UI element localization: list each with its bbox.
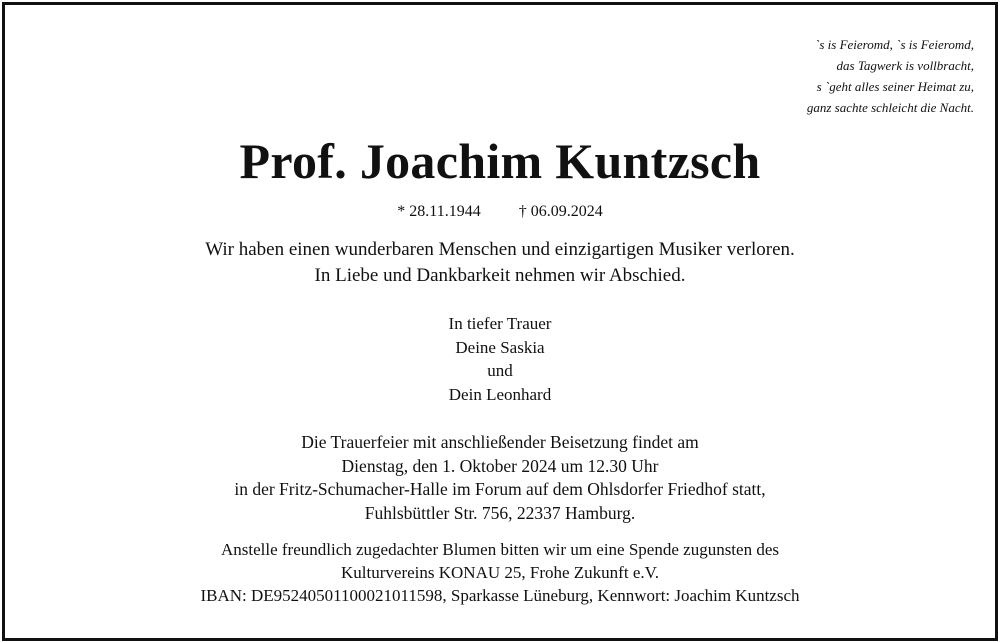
ceremony-line: Fuhlsbüttler Str. 756, 22337 Hamburg. <box>364 502 636 523</box>
donation-iban-line: IBAN: DE95240501100021011598, Sparkasse Lüneburg, Kennwort: Joachim Kuntzsch <box>200 586 800 605</box>
birth-date: * 28.11.1944 <box>397 203 481 220</box>
donation-line: Anstelle freundlich zugedachter Blumen bitten wir um eine Spende zugunsten des <box>220 540 779 559</box>
poem-line: das Tagwerk is vollbracht, <box>836 58 974 73</box>
life-dates <box>0 202 1000 222</box>
poem-verse <box>807 34 974 118</box>
farewell-text <box>0 237 1000 289</box>
donation-line: Kulturvereins KONAU 25, Frohe Zukunft e.V. <box>341 563 659 582</box>
mourners-line: Dein Leonhard <box>448 384 552 404</box>
deceased-name: Prof. Joachim Kuntzsch <box>239 133 761 189</box>
poem-line: s `geht alles seiner Heimat zu, <box>816 79 974 94</box>
donation-info <box>0 538 1000 607</box>
farewell-line: In Liebe und Dankbarkeit nehmen wir Abschied. <box>314 265 686 286</box>
ceremony-info <box>0 431 1000 525</box>
mourners-line: Deine Saskia <box>455 337 545 357</box>
ceremony-line: Dienstag, den 1. Oktober 2024 um 12.30 Uhr <box>341 455 659 476</box>
ceremony-line: in der Fritz-Schumacher-Halle im Forum auf dem Ohlsdorfer Friedhof statt, <box>234 479 766 499</box>
poem-line: ganz sachte schleicht die Nacht. <box>806 100 974 115</box>
death-date: † 06.09.2024 <box>518 203 603 220</box>
farewell-line: Wir haben einen wunderbaren Menschen und einzigartigen Musiker verloren. <box>205 239 795 260</box>
mourners-line: und <box>487 361 513 380</box>
ceremony-line: Die Trauerfeier mit anschließender Beisetzung findet am <box>301 432 699 452</box>
poem-line: `s is Feieromd, `s is Feieromd, <box>815 37 974 52</box>
mourners-block <box>0 312 1000 406</box>
mourners-line: In tiefer Trauer <box>448 314 552 333</box>
